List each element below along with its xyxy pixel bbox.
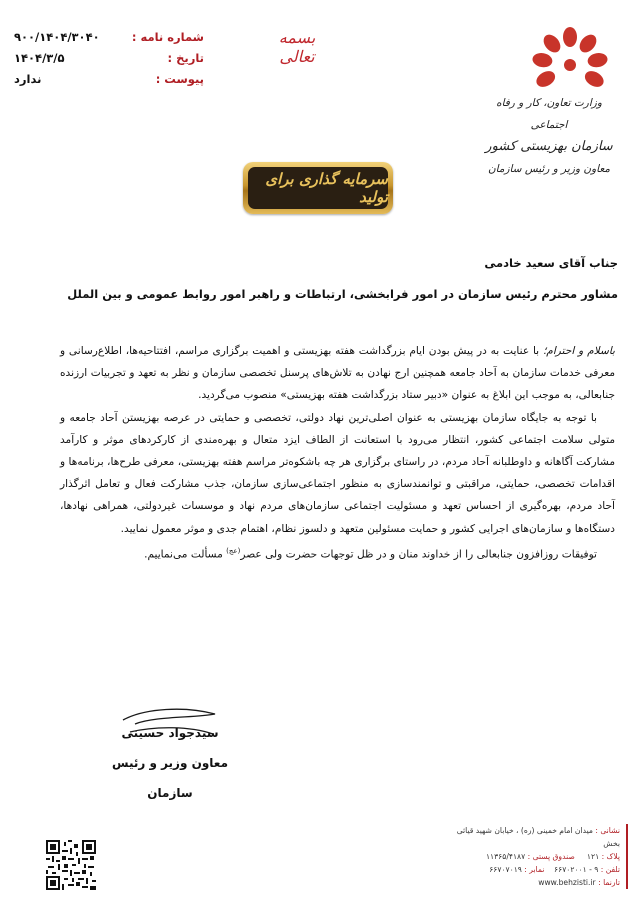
letter-number-row [14,26,204,47]
recipient-title: مشاور محترم رئیس سازمان در امور فرابخشی، ارتباطات و راهبر امور روابط عمومی و بین الملل [67,287,618,301]
postbox-value: ۱۱۳۶۵/۴۱۸۷ [485,852,526,861]
address-label: نشانی : [595,826,620,835]
org-line-ministry: وزارت تعاون، کار و رفاه اجتماعی [496,97,602,131]
body-paragraph-2: با توجه به جایگاه سازمان بهزیستی به عنوان اصلی‌ترین نهاد دولتی، تخصصی و حمایتی در عرصه بهزیستن آحاد جامعه و متولی سلامت اجتماعی کشور، انتظار می‌رود با استعانت از الطاف ایزد متعال و بهره‌مندی از کارکردهای موثر و کارآمد مشارکت آگاهانه و داوطلبانه آحاد مردم، در راستای برگزاری هر چه باشکوه‌تر مراسم هفته بهزیستی، معرفی طرح‌ها، برنامه‌ها و اقدامات تخصصی، حمایتی، مراقبتی و توانمندسازی به منظور اجتماعی‌سازی سازمان، جذب مشارکت فعال و تعامل اثرگذار آحاد مردم، بهره‌گیری از احساس تعهد و مسئولیت اجتماعی سازمان‌های مردم نهاد و موسسات غیردولتی، همراهی نهادها، دستگاه‌ها و سازمان‌های اجرایی کشور و حمایت مسئولین متعهد و دلسوز نظام، اهتمام جدی و موثر معمول نمایید. [60,411,615,535]
plaque-value: ۱۲۱ [586,852,600,861]
salutation: باسلام و احترام؛ [542,345,615,357]
slogan-text: سرمایه گذاری برای تولید [248,167,388,209]
recipient-name: جناب آقای سعید خادمی [484,256,618,270]
date-value: ۱۴۰۴/۳/۵ [14,50,65,65]
signatory-name: سیدجواد حسینی [121,726,219,740]
letter-number-value: ۹۰۰/۱۴۰۴/۳۰۴۰ [14,29,100,44]
date-row [14,47,204,68]
org-line-organization: سازمان بهزیستی کشور [485,139,613,154]
qr-code-icon [46,840,96,890]
attachment-label: پیوست : [155,71,204,86]
body-paragraph-1-text: با عنایت به در پیش بودن ایام بزرگداشت هفته بهزیستی و اهمیت برگزاری مراسم، افتتاحیه‌ها، اطلاع‌رسانی و معرفی خدمات سازمان به آحاد جامعه همچنین ارج نهادن به تلاش‌های پرسنل تخصصی سازمان و نظر به تعهد و تجربیات ارزنده جنابعالی، به موجب این ابلاغ به عنوان «دبیر ستاد بزرگداشت هفته بهزیستی» منصوب می‌گردید. [60,345,615,402]
org-line-position: معاون وزیر و رئیس سازمان [487,163,611,175]
body-paragraph-1 [60,340,615,407]
phone-value: ۹ - ۶۶۷۰۲۰۰۱ [554,865,599,874]
closing-paragraph [60,540,615,566]
footer-phone-line [448,863,620,876]
slogan-badge [243,162,393,214]
address-value: میدان امام خمینی (ره) ، خیابان شهید قیاثی بخش [456,826,620,848]
footer-address-line [448,824,620,850]
letter-body [60,340,615,566]
letter-meta [14,26,204,89]
signature-block [100,718,240,808]
letter-number-label: شماره نامه : [131,29,204,44]
attachment-row [14,68,204,89]
website-link[interactable]: www.behzisti.ir [538,878,596,887]
bismillah-heading: بسمه تعالی [278,28,316,66]
fax-label: نمابر : [524,865,545,874]
behzisti-logo-icon [525,25,615,90]
signatory-title: معاون وزیر و رئیس سازمان [111,756,228,800]
date-label: تاریخ : [167,50,204,65]
plaque-label: پلاک : [601,852,620,861]
footer-contact [448,824,628,889]
attachment-value: ندارد [14,71,42,86]
fax-value: ۶۶۷۰۷۰۱۹ [489,865,522,874]
recipient-block [18,248,618,310]
closing-text-end: مسألت می‌نماییم. [144,548,227,561]
website-label: تارنما : [598,878,620,887]
postbox-label: صندوق پستی : [527,852,575,861]
footer-website-line [448,876,620,889]
organization-name [484,92,614,180]
footer-plaque-line [448,850,620,863]
closing-honorific: (عج) [226,546,241,555]
closing-text: توفیقات روزافزون جنابعالی را از خداوند منان و در ظل توجهات حضرت ولی عصر [240,548,597,561]
phone-label: تلفن : [600,865,620,874]
